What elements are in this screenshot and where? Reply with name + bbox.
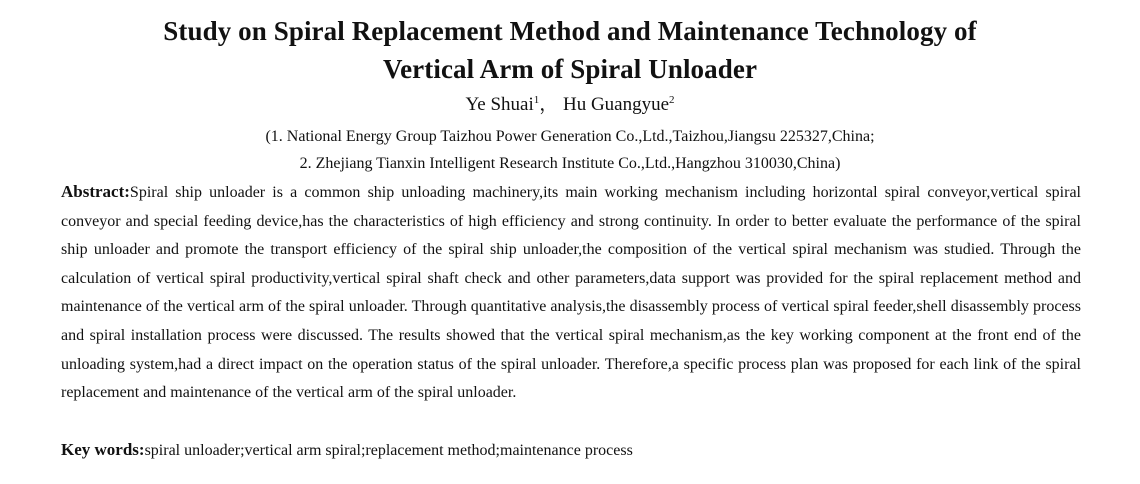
- affiliation-line-2: 2. Zhejiang Tianxin Intelligent Research Institute Co.,Ltd.,Hangzhou 310030,China): [299, 155, 841, 172]
- paper-title-line-2: Vertical Arm of Spiral Unloader: [382, 54, 758, 84]
- author-separator: ，: [539, 94, 559, 115]
- author-name: Ye Shuai: [465, 94, 534, 115]
- author-affiliation-mark: 1: [533, 94, 540, 106]
- keywords-line: [61, 436, 1081, 465]
- author-affiliation-mark: 2: [669, 94, 675, 106]
- affiliation-line-1: (1. National Energy Group Taizhou Power Generation Co.,Ltd.,Taizhou,Jiangsu 225327,China;: [265, 128, 875, 145]
- keywords-label: Key words:: [61, 440, 145, 459]
- author-name: Hu Guangyue: [562, 94, 670, 115]
- author-list: [0, 90, 1140, 120]
- abstract-paragraph: [61, 178, 1081, 408]
- abstract-label: Abstract:: [61, 182, 130, 201]
- keywords-text: spiral unloader;vertical arm spiral;replacement method;maintenance process: [144, 442, 633, 459]
- abstract-text: Spiral ship unloader is a common ship unloading machinery,its main working mechanism including horizontal spiral conveyor,vertical spiral conveyor and special feeding device,has the characteristics of high efficiency and strong continuity. In order to better evaluate the performance of the spiral ship unloader and promote the transport efficiency of the spiral ship unloader,the composition of the vertical spiral mechanism was studied. Through the calculation of vertical spiral productivity,vertical spiral shaft check and other parameters,data support was provided for the spiral replacement method and maintenance of the vertical arm of the spiral unloader. Through quantitative analysis,the disassembly process of vertical spiral feeder,shell disassembly process and spiral installation process were discussed. The results showed that the vertical spiral mechanism,as the key working component at the front end of the unloading system,had a direct impact on the operation status of the spiral unloader. Therefore,a specific process plan was proposed for each link of the spiral replacement and maintenance of the vertical arm of the spiral unloader.: [61, 184, 1081, 402]
- paper-title-line-1: Study on Spiral Replacement Method and Maintenance Technology of: [163, 16, 977, 46]
